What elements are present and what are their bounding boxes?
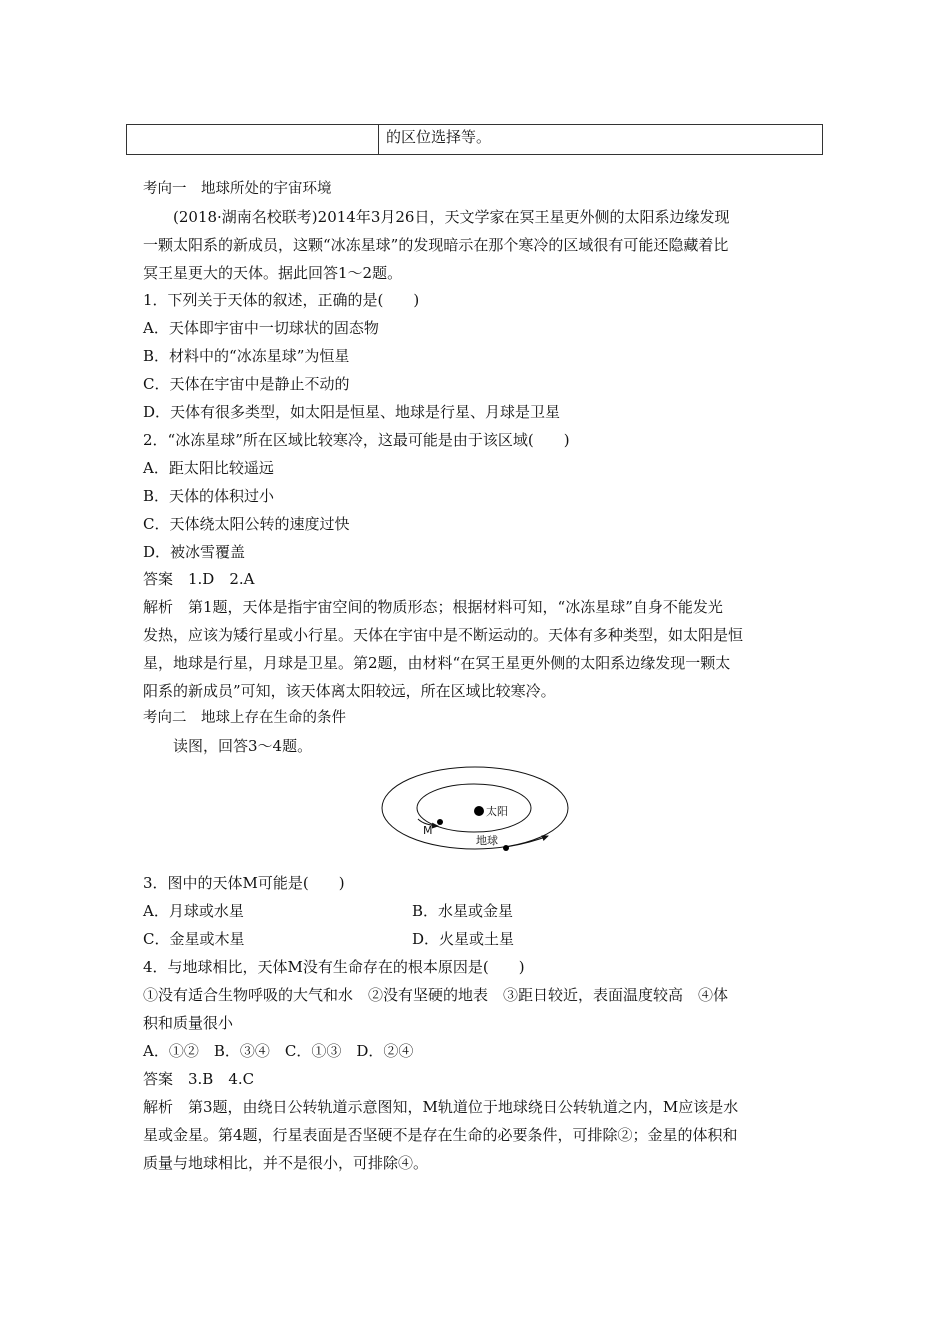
q1-option-a: A．天体即宇宙中一切球状的固态物	[143, 319, 379, 337]
q1-stem: 1．下列关于天体的叙述，正确的是( )	[143, 291, 420, 309]
table-divider	[378, 125, 379, 154]
section1-analysis-line: 阳系的新成员”可知，该天体离太阳较远，所在区域比较寒冷。	[143, 682, 556, 700]
section1-intro-line: (2018·湖南名校联考)2014年3月26日，天文学家在冥王星更外侧的太阳系边缘发现	[173, 208, 730, 226]
q2-option-d: D．被冰雪覆盖	[143, 543, 246, 561]
section2-intro: 读图，回答3～4题。	[173, 737, 313, 755]
section1-heading: 考向一 地球所处的宇宙环境	[143, 181, 332, 197]
q3-option-d: D．火星或土星	[412, 930, 515, 948]
table-cell-text: 的区位选择等。	[386, 128, 492, 146]
section2-analysis-line: 解析 第3题，由绕日公转轨道示意图知，M轨道位于地球绕日公转轨道之内，M应该是水	[143, 1098, 739, 1116]
earth-dot	[503, 845, 509, 851]
sun-label: 太阳	[486, 805, 508, 818]
section1-intro-line: 冥王星更大的天体。据此回答1～2题。	[143, 264, 403, 282]
section1-analysis-line: 发热，应该为矮行星或小行星。天体在宇宙中是不断运动的。天体有多种类型，如太阳是恒	[143, 626, 744, 644]
section1-analysis-line: 星，地球是行星，月球是卫星。第2题，由材料“在冥王星更外侧的太阳系边缘发现一颗太	[143, 654, 731, 672]
section2-answer: 答案 3.B 4.C	[143, 1070, 255, 1088]
q4-stem: 4．与地球相比，天体M没有生命存在的根本原因是( )	[143, 958, 525, 976]
q3-stem: 3．图中的天体M可能是( )	[143, 874, 345, 892]
q3-option-a: A．月球或水星	[143, 902, 244, 920]
q3-option-c: C．金星或木星	[143, 930, 245, 948]
section1-intro-line: 一颗太阳系的新成员，这颗“冰冻星球”的发现暗示在那个寒冷的区域很有可能还隐藏着比	[143, 236, 729, 254]
sun-dot	[474, 806, 484, 816]
m-dot	[437, 819, 443, 825]
q2-option-a: A．距太阳比较遥远	[143, 459, 274, 477]
top-table	[126, 124, 823, 155]
q2-option-b: B．天体的体积过小	[143, 487, 275, 505]
orbit-diagram	[378, 763, 572, 853]
q1-option-c: C．天体在宇宙中是静止不动的	[143, 375, 350, 393]
section2-heading: 考向二 地球上存在生命的条件	[143, 710, 346, 726]
q4-statements-line: ①没有适合生物呼吸的大气和水 ②没有坚硬的地表 ③距日较近，表面温度较高 ④体	[143, 986, 729, 1004]
q4-options: A．①② B．③④ C．①③ D．②④	[143, 1042, 414, 1060]
section1-answer: 答案 1.D 2.A	[143, 570, 255, 588]
earth-label: 地球	[476, 834, 498, 847]
q3-option-b: B．水星或金星	[412, 902, 514, 920]
q2-option-c: C．天体绕太阳公转的速度过快	[143, 515, 350, 533]
section1-analysis-line: 解析 第1题，天体是指宇宙空间的物质形态；根据材料可知，“冰冻星球”自身不能发光	[143, 598, 723, 616]
q1-option-b: B．材料中的“冰冻星球”为恒星	[143, 347, 350, 365]
section2-analysis-line: 星或金星。第4题，行星表面是否坚硬不是存在生命的必要条件，可排除②；金星的体积和	[143, 1126, 738, 1144]
section2-analysis-line: 质量与地球相比，并不是很小，可排除④。	[143, 1154, 429, 1172]
q4-statements-line: 积和质量很小	[143, 1014, 234, 1032]
q2-stem: 2．“冰冻星球”所在区域比较寒冷，这最可能是由于该区域( )	[143, 431, 570, 449]
m-orbit	[417, 784, 531, 832]
m-label: M	[423, 824, 433, 837]
q1-option-d: D．天体有很多类型，如太阳是恒星、地球是行星、月球是卫星	[143, 403, 561, 421]
